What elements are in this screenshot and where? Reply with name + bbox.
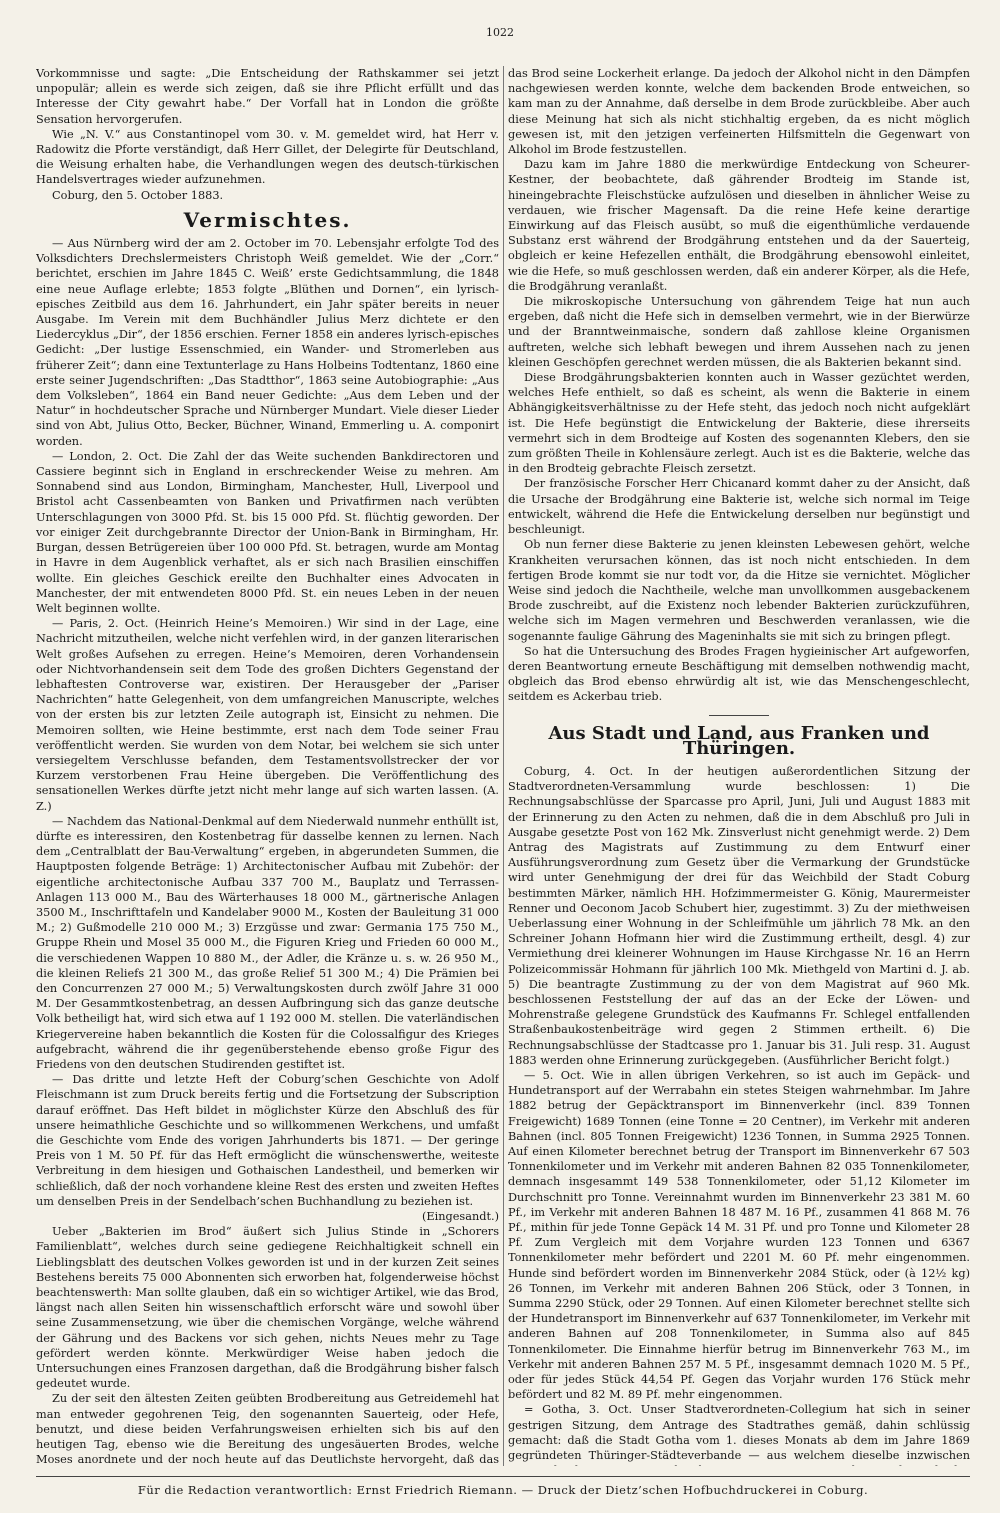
article-paragraph: — 5. Oct. Wie in allen übrigen Verkehren, so ist auch im Gepäck- und Hundetransport auf der Werrabahn ein stetes Steigen wahrnehmbar. Im Jahre 1882 betrug der Gepäcktransport im Binnenverkehr (incl. 839 Tonnen Freigewicht) 1689 Tonnen (eine Tonne = 20 Centner), im Verkehr mit anderen Bahnen (incl. 805 Tonnen Freigewicht) 1236 Tonnen, in Summa 2925 Tonnen. Auf einen Kilometer berechnet betrug der Transport im Binnenverkehr 67 503 Tonnenkilometer und im Verkehr mit anderen Bahnen 82 035 Tonnenkilometer, demnach insgesammt 149 538 Tonnenkilometer, oder 51,12 Kilometer im Durchschnitt pro Tonne. Vereinnahmt wurden im Binnenverkehr 23 381 M. 60 Pf., im Verkehr mit anderen Bahnen 18 487 M. 16 Pf., zusammen 41 868 M. 76 Pf., mithin für jede Tonne Gepäck 14 M. 31 Pf. und pro Tonne und Kilometer 28 Pf. Zum Vergleich mit dem Vorjahre wurden 123 Tonnen und 6367 Tonnenkilometer mehr befördert und 2201 M. 60 Pf. mehr eingenommen. Hunde sind befördert worden im Binnenverkehr 2084 Stück, oder (à 12½ kg) 26 Tonnen, im Verkehr mit anderen Bahnen 206 Stück, oder 3 Tonnen, in Summa 2290 Stück, oder 29 Tonnen. Auf einen Kilometer berechnet stellte sich der Hundetransport im Binnenverkehr auf 637 Tonnenkilometer, im Verkehr mit anderen Bahnen auf 208 Tonnenkilometer, in Summa also auf 845 Tonnenkilometer. Die Einnahme hierfür betrug im Binnenverkehr 763 M., im Verkehr mit anderen Bahnen 257 M. 5 Pf., insgesammt demnach 1020 M. 5 Pf., oder für jedes Stück 44,54 Pf. Gegen das Vorjahr wurden 176 Stück mehr befördert und 82 M. 89 Pf. mehr eingenommen.: [508, 1069, 970, 1402]
page-number: 1022: [486, 26, 514, 39]
article-paragraph: — Aus Nürnberg wird der am 2. October im 70. Lebensjahr erfolgte Tod des Volksdichters Drechslermeisters Christoph Weiß gemeldet. Wie der „Corr.“ berichtet, erschien im Jahre 1845 C. Weiß’ erste Gedichtsammlung, die 1848 eine neue Auflage erlebte; 1853 folgte „Blüthen und Dornen“, ein lyrisch-episches Zeitbild aus dem 16. Jahrhundert, ein Jahr später bereits in neuer Ausgabe. Im Verein mit dem Buchhändler Julius Merz dichtete er den Liedercyklus „Dir“, der 1856 erschien. Ferner 1858 ein anderes lyrisch-episches Gedicht: „Der lustige Essenschmied, ein Wander- und Stromerleben aus früherer Zeit“; dann eine Textunterlage zu Hans Holbeins Todtentanz, 1860 eine erste seiner Jugendschriften: „Das Stadtthor“, 1863 seine Autobiographie: „Aus dem Volksleben“, 1864 ein Band neuer Gedichte: „Aus dem Leben und der Natur“ in hochdeutscher Sprache und Nürnberger Mundart. Viele dieser Lieder sind von Abt, Julius Otto, Becker, Büchner, Winand, Emmerling u. A. componirt worden.: [36, 237, 499, 448]
article-paragraph: Coburg, 4. Oct. In der heutigen außerordentlichen Sitzung der Stadtverordneten-Versammlung wurde beschlossen: 1) Die Rechnungsabschlüsse der Sparcasse pro April, Juni, Juli und August 1883 mit der Erinnerung zu den Acten zu nehmen, daß die in dem Abschluß pro Juli in Ausgabe gesetzte Post von 162 Mk. Zinsverlust nicht genehmigt werde. 2) Dem Antrag des Magistrats auf Zustimmung zu dem Entwurf einer Ausführungsverordnung zum Gesetz über die Vermarkung der Grundstücke wird unter Genehmigung der drei für das Weichbild der Stadt Coburg bestimmten Märker, nämlich HH. Hofzimmermeister G. König, Maurermeister Renner und Oeconom Jacob Schubert hier, zugestimmt. 3) Zu der miethweisen Ueberlassung einer Wohnung in der Schleifmühle um jährlich 78 Mk. an den Schreiner Johann Hofmann hier wird die Zustimmung ertheilt, desgl. 4) zur Vermiethung drei kleinerer Wohnungen im Hause Kirchgasse Nr. 16 an Herrn Polizeicommissär Hohmann für jährlich 100 Mk. Miethgeld von Martini d. J. ab. 5) Die beantragte Zustimmung zu der von dem Magistrat auf 960 Mk. beschlossenen Feststellung der auf das an der Ecke der Löwen- und Mohrenstraße gelegene Grundstück des Kaufmanns Fr. Schlegel entfallenden Straßenbaukostenbeiträge wird gegen 2 Stimmen ertheilt. 6) Die Rechnungsabschlüsse der Stadtcasse pro 1. Januar bis 31. Juli resp. 31. August 1883 werden ohne Erinnerung zurückgegeben. (Ausführlicher Bericht folgt.): [508, 764, 970, 1067]
left-column: [36, 66, 499, 1466]
right-column: [508, 66, 970, 1466]
article-paragraph: — Das dritte und letzte Heft der Coburg’schen Geschichte von Adolf Fleischmann ist zum Druck bereits fertig und die Fortsetzung der Subscription darauf eröffnet. Das Heft bildet in möglichster Kürze den Abschluß des für unsere heimathliche Geschichte und so willkommenen Werkchens, und umfaßt die Geschichte vom Ende des vorigen Jahrhunderts bis 1871. — Der geringe Preis von 1 M. 50 Pf. für das Heft ermöglicht die wünschenswerthe, weiteste Verbreitung in dem hiesigen und Gothaischen Landestheil, und bemerken wir schließlich, daß der noch vorhandene kleine Rest des ersten und zweiten Heftes um denselben Preis in der Sendelbach’schen Buchhandlung zu beziehen ist.: [36, 1073, 499, 1208]
article-paragraph: Die mikroskopische Untersuchung von gährendem Teige hat nun auch ergeben, daß nicht die Hefe sich in demselben vermehrt, wie in der Bierwürze und der Branntweinmaische, sondern daß zahllose kleine Organismen auftreten, welche sich lebhaft bewegen und ihrem Aussehen nach zu jenen kleinen Geschöpfen gerechnet werden müssen, die als Bakterien bekannt sind.: [508, 295, 970, 369]
section-rule: [709, 715, 769, 716]
article-paragraph: Zu der seit den ältesten Zeiten geübten Brodbereitung aus Getreidemehl hat man entweder gegohrenen Teig, den sogenannten Sauerteig, oder Hefe, benutzt, und diese beiden Verfahrungsweisen erhielten sich bis auf den heutigen Tag, ebenso wie die Bereitung des ungesäuerten Brodes, welche Moses anordnete und der noch heute auf das Deutlichste hervorgeht, daß das: [36, 1392, 499, 1466]
article-paragraph: Vorkommnisse und sagte: „Die Entscheidung der Rathskammer sei jetzt unpopulär; allein es werde sich zeigen, daß sie ihre Pflicht erfüllt und das Interesse der City gewahrt habe.“ Der Vorfall hat in London die größte Sensation hervorgerufen.: [36, 67, 499, 126]
article-paragraph: Der französische Forscher Herr Chicanard kommt daher zu der Ansicht, daß die Ursache der Brodgährung eine Bakterie ist, welche sich normal im Teige entwickelt, während die Hefe die Entwickelung derselben nur begünstigt und beschleunigt.: [508, 477, 970, 537]
article-paragraph: So hat die Untersuchung des Brodes Fragen hygieinischer Art aufgeworfen, deren Beantwortung erneute Beschäftigung mit demselben nothwendig macht, obgleich das Brod ebenso ehrwürdig alt ist, wie das Menschengeschlecht, seitdem es Ackerbau trieb.: [508, 644, 970, 704]
article-paragraph: — London, 2. Oct. Die Zahl der das Weite suchenden Bankdirectoren und Cassiere beginnt sich in England in erschreckender Weise zu mehren. Am Sonnabend sind aus London, Birmingham, Manchester, Hull, Liverpool und Bristol acht Cassenbeamten von Banken und Privatfirmen nach verübten Unterschlagungen von 3000 Pfd. St. bis 15 000 Pfd. St. flüchtig geworden. Der vor einiger Zeit durchgebrannte Director der Union-Bank in Birmingham, Hr. Burgan, dessen Betrügereien über 100 000 Pfd. St. betragen, wurde am Montag in Havre in dem Augenblick verhaftet, als er sich nach Brasilien einschiffen wollte. Ein gleiches Geschick ereilte den Buchhalter eines Advocaten in Manchester, der mit entwendeten 8000 Pfd. St. ein neues Leben in der neuen Welt beginnen wollte.: [36, 449, 499, 615]
article-paragraph: Ueber „Bakterien im Brod“ äußert sich Julius Stinde in „Schorers Familienblatt“, welches durch seine gediegene Reichhaltigkeit schnell ein Lieblingsblatt des deutschen Volkes geworden ist und in der kurzen Zeit seines Bestehens bereits 75 000 Abonnenten sich erworben hat, folgenderweise höchst beachtenswerth: Man sollte glauben, daß ein so wichtiger Artikel, wie das Brod, längst nach allen Seiten hin wissenschaftlich erforscht wäre und sowohl über seine Zusammensetzung, wie über die chemischen Vorgänge, welche während der Gährung und des Backens vor sich gehen, nichts Neues mehr zu Tage gefördert werden könnte. Merkwürdiger Weise haben jedoch die Untersuchungen eines Franzosen dargethan, daß die Brodgährung bisher falsch gedeutet wurde.: [36, 1225, 499, 1391]
imprint-footer: Für die Redaction verantwortlich: Ernst Friedrich Riemann. — Druck der Dietz’schen Hofbuchdruckerei in Coburg.: [36, 1476, 970, 1497]
article-paragraph: Dazu kam im Jahre 1880 die merkwürdige Entdeckung von Scheurer-Kestner, der beobachtete, daß gährender Brodteig im Stande ist, hineingebrachte Fleischstücke aufzulösen und dieselben in ähnlicher Weise zu verdauen, wie frischer Magensaft. Da die reine Hefe keine derartige Einwirkung auf das Fleisch ausübt, so muß die eigenthümliche verdauende Substanz erst während der Brodgährung entstehen und da der Sauerteig, obgleich er keine Hefezellen enthält, die Brodgährung ebensowohl einleitet, wie die Hefe, so muß geschlossen werden, daß ein anderer Körper, als die Hefe, die Brodgährung veranlaßt.: [508, 158, 970, 293]
article-signature: (Eingesandt.): [421, 1210, 499, 1224]
article-paragraph: — Paris, 2. Oct. (Heinrich Heine’s Memoiren.) Wir sind in der Lage, eine Nachricht mitzutheilen, welche nicht verfehlen wird, in der ganzen literarischen Welt großes Aufsehen zu erregen. Heine’s Memoiren, deren Vorhandensein oder Nichtvorhandensein seit dem Tode des großen Dichters Gegenstand der lebhaftesten Controverse war, existiren. Der Herausgeber der „Pariser Nachrichten“ hatte Gelegenheit, von dem umfangreichen Manuscripte, welches von der ersten bis zur letzten Zeile autograph ist, Einsicht zu nehmen. Die Memoiren sollten, wie Heine bestimmte, erst nach dem Tode seiner Frau veröffentlicht werden. Sie wurden von dem Notar, bei welchem sie sich unter versiegeltem Verschlusse befanden, dem Testamentsvollstrecker der vor Kurzem verstorbenen Frau Heine übergeben. Die Veröffentlichung des sensationellen Werkes dürfte jetzt nicht mehr lange auf sich warten lassen. (A. Z.): [36, 617, 499, 813]
article-paragraph: — Nachdem das National-Denkmal auf dem Niederwald nunmehr enthüllt ist, dürfte es interessiren, den Kostenbetrag für dasselbe kennen zu lernen. Nach dem „Centralblatt der Bau-Verwaltung“ ergeben, in abgerundeten Summen, die Hauptposten folgende Beträge: 1) Architectonischer Aufbau mit Zubehör: der eigentliche architectonische Aufbau 337 700 M., Bauplatz und Terrassen-Anlagen 113 000 M., Bau des Wärterhauses 18 000 M., gärtnerische Anlagen 3500 M., Inschrifttafeln und Kandelaber 9000 M., Kosten der Bauleitung 31 000 M.; 2) Gußmodelle 210 000 M.; 3) Erzgüsse und zwar: Germania 175 750 M., Gruppe Rhein und Mosel 35 000 M., die Figuren Krieg und Frieden 60 000 M., die verschiedenen Wappen 10 880 M., der Adler, die Kränze u. s. w. 26 950 M., die kleinen Reliefs 21 300 M., das große Relief 51 300 M.; 4) Die Prämien bei den Concurrenzen 27 000 M.; 5) Verwaltungskosten durch zwölf Jahre 31 000 M. Der Gesammtkostenbetrag, an dessen Aufbringung sich das ganze deutsche Volk betheiligt hat, wird sich etwa auf 1 192 000 M. stellen. Die vaterländischen Kriegervereine haben bekanntlich die Kosten für die Colossalfigur des Krieges aufgebracht, während die ihr gegenüberstehende ebenso große Figur des Friedens von den deutschen Studirenden gestiftet ist.: [36, 814, 499, 1071]
section-title-vermischtes: Vermischtes.: [183, 207, 352, 232]
section-title-stadt-und-land: Aus Stadt und Land, aus Franken und Thüringen.: [548, 722, 930, 759]
article-paragraph: das Brod seine Lockerheit erlange. Da jedoch der Alkohol nicht in den Dämpfen nachgewiesen werden konnte, welche dem backenden Brode entweichen, so kam man zu der Annahme, daß derselbe in dem Brode zurückbleibe. Aber auch diese Meinung hat sich als nicht stichhaltig ergeben, da es nicht möglich gewesen ist, mit den jetzigen verfeinerten Hilfsmitteln die Gegenwart von Alkohol im Brode festzustellen.: [508, 67, 970, 157]
column-divider: [503, 66, 504, 1466]
article-paragraph: Ob nun ferner diese Bakterie zu jenen kleinsten Lebewesen gehört, welche Krankheiten verursachen können, das ist noch nicht entschieden. In dem fertigen Brode kommt sie nur todt vor, da die Hitze sie vernichtet. Möglicher Weise sind jedoch die Nachtheile, welche man unvollkommen ausgebackenem Brode zuschreibt, auf die Existenz noch lebender Bakterien zurückzuführen, welche sich im Magen vermehren und Beschwerden veranlassen, wie die sogenannte faulige Gährung des Mageninhalts sie mit sich zu bringen pflegt.: [508, 538, 970, 643]
dateline: Coburg, den 5. October 1883.: [52, 188, 224, 202]
article-paragraph: Diese Brodgährungsbakterien konnten auch in Wasser gezüchtet werden, welches Hefe enthielt, so daß es scheint, als wenn die Bakterie in einem Abhängigkeitsverhältnisse zu der Hefe steht, das jedoch noch nicht aufgeklärt ist. Die Hefe begünstigt die Entwickelung der Bakterie, diese ihrerseits vermehrt sich in dem Brodteige auf Kosten des sogenannten Klebers, den sie zum größten Theile in Kohlensäure zerlegt. Auch ist es die Bakterie, welche das in den Brodteig gebrachte Fleisch zersetzt.: [508, 371, 970, 476]
article-paragraph: Wie „N. V.“ aus Constantinopel vom 30. v. M. gemeldet wird, hat Herr v. Radowitz die Pforte verständigt, daß Herr Gillet, der Delegirte für Deutschland, die Weisung erhalten habe, die Verhandlungen wegen des deutsch-türkischen Handelsvertrages wieder aufzunehmen.: [36, 127, 499, 187]
article-paragraph: = Gotha, 3. Oct. Unser Stadtverordneten-Collegium hat sich in seiner gestrigen Sitzung, dem Antrage des Stadtrathes gemäß, dahin schlüssig gemacht: daß die Stadt Gotha vom 1. dieses Monats ab dem im Jahre 1869 gegründeten Thüringer-Städteverbande — aus welchem dieselbe inzwischen: [508, 1403, 970, 1463]
